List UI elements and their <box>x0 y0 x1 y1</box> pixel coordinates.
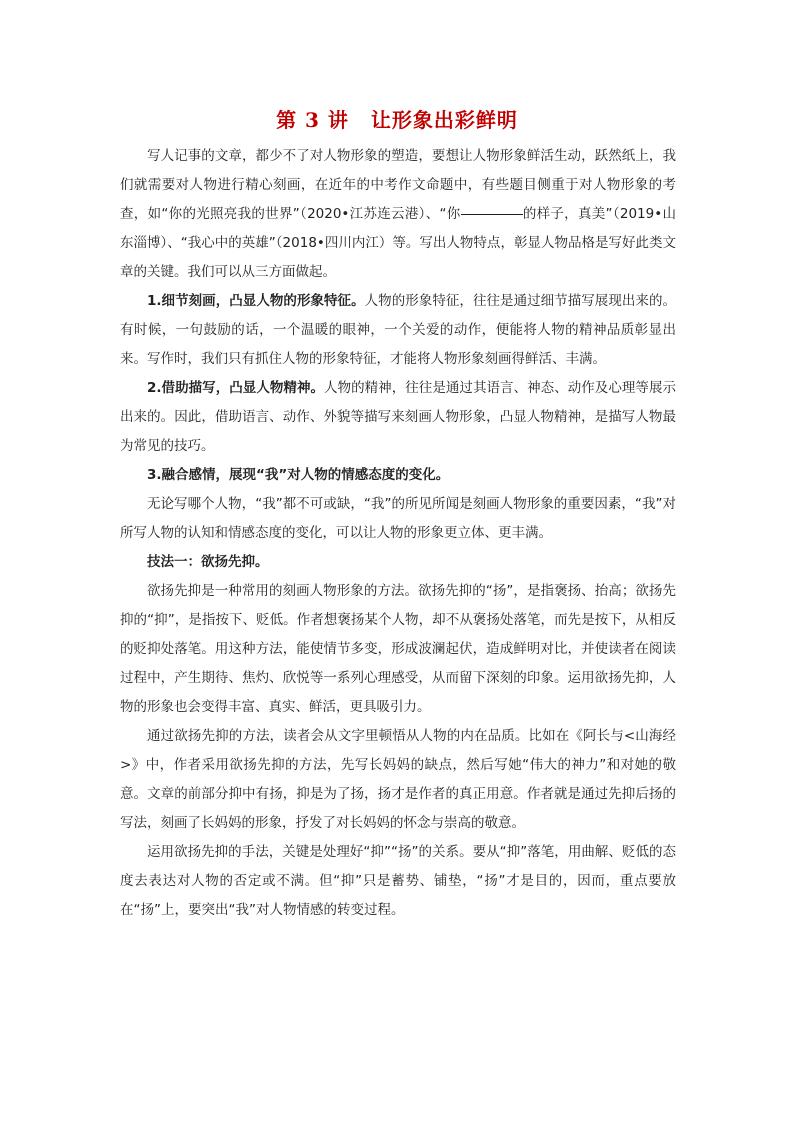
point3-heading-paragraph <box>120 461 676 490</box>
point1-paragraph <box>120 287 676 374</box>
intro-text-after: 的样子，真美”（2019•山东淄博）、“我心中的英雄”（2018•四川内江）等。写出人物特点，彰显人物品格是写好此类文章的关键。我们可以从三方面做起。 <box>120 206 676 280</box>
intro-text-before: 写人记事的文章，都少不了对人物形象的塑造，要想让人物形象鲜活生动，跃然纸上，我们就需要对人物进行精心刻画，在近年的中考作文命题中，有些题目侧重于对人物形象的考查，如“你的光照亮我的世界”（2020•江苏连云港）、“你 <box>120 148 676 222</box>
technique-paragraph: 欲扬先抑是一种常用的刻画人物形象的方法。欲扬先抑的“扬”，是指褒扬、抬高；欲扬先抑的“抑”，是指按下、贬低。作者想褒扬某个人物，却不从褒扬处落笔，而先是按下，从相反的贬抑处落笔。用这种方法，能使情节多变，形成波澜起伏，造成鲜明对比，并使读者在阅读过程中，产生期待、焦灼、欣悦等一系列心理感受，从而留下深刻的印象。运用欲扬先抑，人物的形象也会变得丰富、真实、鲜活，更具吸引力。 <box>120 583 676 715</box>
point2-paragraph <box>120 374 676 461</box>
technique-heading: 技法一：欲扬先抑。 <box>147 554 269 570</box>
page-title <box>0 104 794 133</box>
point3-paragraph: 无论写哪个人物，“我”都不可或缺，“我”的所见所闻是刻画人物形象的重要因素，“我”对所写人物的认知和情感态度的变化，可以让人物的形象更立体、更丰满。 <box>120 496 676 541</box>
key-paragraph: 运用欲扬先抑的手法，关键是处理好“抑”“扬”的关系。要从“抑”落笔，用曲解、贬低的态度去表达对人物的否定或不满。但“抑”只是蓄势、铺垫，“扬”才是目的，因而，重点要放在“扬”上，要突出“我”对人物情感的转变过程。 <box>120 844 676 918</box>
fill-in-blank <box>461 213 523 215</box>
point2-text: 人物的精神，往往是通过其语言、神态、动作及心理等展示出来的。因此，借助语言、动作、外貌等描写来刻画人物形象，凸显人物精神，是描写人物最为常见的技巧。 <box>120 380 676 454</box>
lesson-number: 第 3 讲 <box>276 108 349 132</box>
example-paragraph: 通过欲扬先抑的方法，读者会从文字里顿悟从人物的内在品质。比如在《阿长与<山海经>》中，作者采用欲扬先抑的方法，先写长妈妈的缺点，然后写她“伟大的神力”和对她的敬意。文章的前部分抑中有扬，抑是为了扬，扬才是作者的真正用意。作者就是通过先抑后扬的写法，刻画了长妈妈的形象，抒发了对长妈妈的怀念与崇高的敬意。 <box>120 728 676 831</box>
point1-heading: 1.细节刻画，凸显人物的形象特征。 <box>147 293 365 309</box>
point2-heading: 2.借助描写，凸显人物精神。 <box>147 380 325 396</box>
point3-heading: 3.融合感情，展现“我”对人物的情感态度的变化。 <box>147 467 450 483</box>
intro-paragraph <box>120 142 676 287</box>
point1-text: 人物的形象特征，往往是通过细节描写展现出来的。有时候，一句鼓励的话，一个温暖的眼神，一个关爱的动作，便能将人物的精神品质彰显出来。写作时，我们只有抓住人物的形象特征，才能将人物形象刻画得鲜活、丰满。 <box>120 293 676 367</box>
article-body <box>120 142 676 925</box>
lesson-title: 让形象出彩鲜明 <box>370 108 518 132</box>
